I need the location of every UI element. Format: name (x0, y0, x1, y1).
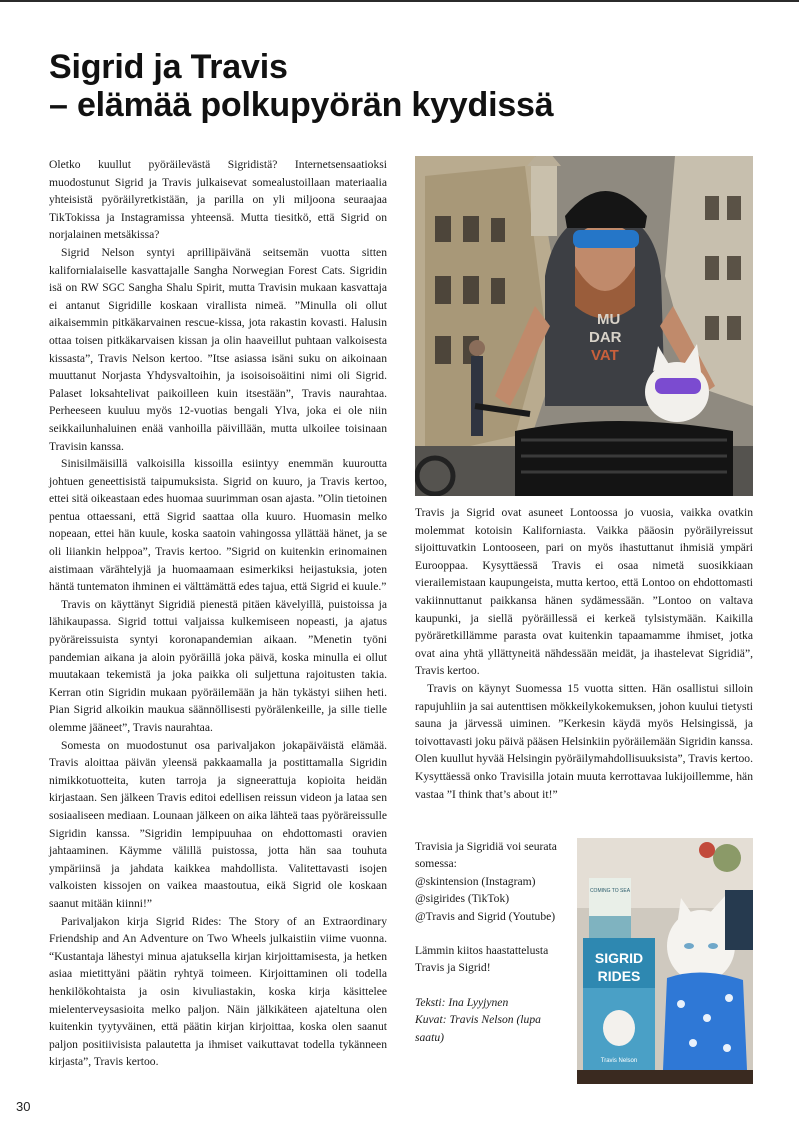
paragraph-intro: Oletko kuullut pyöräilevästä Sigridistä? Internetsensaatioksi muodostunut Sigrid ja Travis julkaisevat somealustoillaan materiaalia yhteisistä pyöräilyretkistään, ja parilla on yli miljoona seuraajaa TikTokissa ja Instagramissa yhteensä. Mutta tiesitkö, että Sigrid on norjalainen metsäkissa? (49, 158, 387, 242)
paragraph-cycling-start: Travis on käyttänyt Sigridiä pienestä pitäen kävelyillä, puistoissa ja lähikaupassa. Sigrid tottui valjaissa kulkemiseen nopeasti, ja ajatus pyöräreissuista syntyi koronapandemian aikaan. ”Menetin työni pandemian aikana ja aloin pyöräillä joka päivä, koska minulla ei ollut muutakaan tekemistä ja joka paikka oli suljettuna rajoitusten takia. Kerran otin Sigridin mukaan pyöräilemään ja hän tykästyi siihen heti. Pian Sigrid alkoikin maukua säännöllisesti pyörälenkeille, ja sille tielle olemme jääneet”, Travis naurahtaa. (49, 597, 387, 734)
photo-credit: Kuvat: Travis Nelson (lupa saatu) (415, 1013, 541, 1044)
paragraph-deafness: Sinisilmäisillä valkoisilla kissoilla esiintyy enemmän kuuroutta johtuen geneettisistä taipumuksista. Sigrid on kuuro, ja Travis kertoo, ettei sitä oikeastaan edes huomaa suurimman osan ajasta. ”Olin tietoinen pentua ottaessani, että Sigrid saattaa olla kuuro. Huomasin melko nopeaan, ettei hän kuule, koska saatoin vahingossa yllättää hänet, ja se oli liiankin helppoa”, Travis kertoo. ”Sigrid on kuitenkin erinomainen aistimaan värähtelyjä ja huomaamaan esimerkiksi heijastuksia, joten häntä tuntematon ihminen ei välttämättä edes tajua, että Sigrid ei kuule.” (49, 457, 387, 594)
social-handle-youtube: @Travis and Sigrid (Youtube) (415, 909, 556, 923)
title-line-1: Sigrid ja Travis (49, 48, 288, 86)
book-cover-title-1: SIGRID (594, 950, 644, 966)
social-info-box (415, 838, 565, 1046)
book-cover-title-2: RIDES (597, 968, 641, 984)
title-line-2: – elämää polkupyörän kyydissä (49, 86, 554, 124)
thanks-note: Lämmin kiitos haastattelusta Travis ja Sigrid! (415, 944, 549, 975)
photo-travis-and-sigrid-cycling (415, 156, 753, 496)
shirt-print-line-1: MU (597, 311, 621, 328)
article-title (49, 48, 769, 124)
text-credit: Teksti: Ina Lyyjynen (415, 995, 509, 1009)
right-column (415, 504, 753, 803)
left-column (49, 156, 387, 1071)
shirt-print-line-2: DAR (589, 329, 622, 346)
paragraph-finland: Travis on käynyt Suomessa 15 vuotta sitten. Hän osallistui silloin rapujuhliin ja sai autenttisen mökkeilykokemuksen, johon kuului tietysti sauna ja järvessä uiminen. ”Kerkesin käydä myös Helsingissä, ja toivottavasti joku päivä pääsen Helsinkiin pyöräilemään Sigridin kanssa. Olen kuullut hyvää Helsingin pyöräilymahdollisuuksista”, Travis kertoo. Kysyttäessä onko Travisilla jotain muuta kerrottavaa lukijoillemme, hän vastaa ”I think that’s about it!” (415, 681, 753, 801)
social-handle-instagram: @skintension (Instagram) (415, 874, 536, 888)
paragraph-book: Parivaljakon kirja Sigrid Rides: The Story of an Extraordinary Friendship and An Adventure on Two Wheels julkaistiin viime vuonna. “Kustantaja lähestyi minua ajatuksella kirjan kirjoittamisesta, ja hetken asiaa mietittyäni päätin ryhtyä toimeen. Kirjoittaminen oli todella henkilökohtaista ja osin kivuliastakin, koska kirja käsittelee mielenterveysasioita melko paljon. Näin jälkikäteen ajateltuna olen kuitenkin tyytyväinen, että päätin kirjan kirjoittaa, koska olen saanut paljon positiivisista palautetta ja ihmiset vaikuttavat todella tykänneen kirjasta”, Travis kertoo. (49, 914, 387, 1069)
social-intro: Travisia ja Sigridiä voi seurata somessa: (415, 840, 557, 871)
paragraph-daily-life: Somesta on muodostunut osa parivaljakon jokapäiväistä elämää. Travis aloittaa päivän yleensä pakkaamalla ja postittamalla Sigridin nimikkotuotteita, kuten tarroja ja signeerattuja kopioita heidän kirjastaan. Sen jälkeen Travis editoi edellisen reissun videon ja lataa sen sosiaaliseen mediaan. Lounaan jälkeen on aika lähteä taas pyöräreissulle Sigridin kanssa. ”Sigridin lempipuuhaa on ehdottomasti oravien jahtaaminen. Käymme välillä puistossa, jotta hän saa touhuta ympäriinsä ja jahdata kaikkea mahdollista. Valitettavasti isojen valkoisten kissojen on vaikea maastoutua, eikä Sigrid ole koskaan saanut mitään kiinni!” (49, 738, 387, 910)
social-handle-tiktok: @sigirides (TikTok) (415, 892, 510, 906)
book-cover-author: Travis Nelson (600, 1058, 638, 1064)
photo-sigrid-with-book (577, 838, 753, 1084)
page-number: 30 (16, 1099, 31, 1114)
top-rule (0, 0, 799, 2)
paragraph-origin: Sigrid Nelson syntyi aprillipäivänä seitsemän vuotta sitten kalifornialaiselle kasvattajalle Sangha Norwegian Forest Cats. Sigridin isä on RW SGC Sangha Shalu Spirit, mutta Travisin mukaan kasvattaja ei antanut Sigridille koskaan virallista nimeä. ”Minulla oli ollut aikaisemmin pitkäkarvainen rescue-kissa, jota rakastin kovasti. Halusin ottaa toisen pitkäkarvaisen kissan ja olin haaveillut puhtaan valkoisesta kissasta”, Travis Nelson kertoo. ”Itse asiassa isäni suku on aikoinaan muuttanut Norjasta Yhdysvaltoihin, ja isoisoisoäitini nimi oli Sigrid. Palaset loksahtelivat paikoilleen kuin itsestään”, Travis naurahtaa. Perheeseen kuuluu myös 12-vuotias bengali Ylva, joka ei ole niin seikkailunhaluinen enää vanhoilla päivillään, mutta ulkoilee toisinaan Travisin kanssa. (49, 245, 387, 453)
small-book-title: COMING TO SEA (589, 888, 631, 894)
paragraph-london: Travis ja Sigrid ovat asuneet Lontoossa jo vuosia, vaikka ovatkin molemmat kotoisin Kaliforniasta. Vaikka pääosin pyöräilyreissut sijoittuvatkin Lontooseen, pari on myös ihastuttanut ihmisiä ympäri Eurooppaa. Kysyttäessä Travis ei osaa nimetä suosikkiaan vierailemistaan kaupungeista, mutta kertoo, että Lontoo on ehdottomasti vakiinnuttanut paikkansa hänen sydämessään. ”Lontoo on valtava kaupunki, ja siellä pyöräillessä ei kerkeä tylsistymään. Kaikilla pyöräretkillämme parasta ovat kuitenkin tapaamamme ihmiset, jotka ovat aina yhtä yllättyneitä nähdessään meidät, ja ihastelevat Sigridiä”, Travis kertoo. (415, 506, 753, 678)
shirt-print-line-3: VAT (591, 347, 619, 364)
